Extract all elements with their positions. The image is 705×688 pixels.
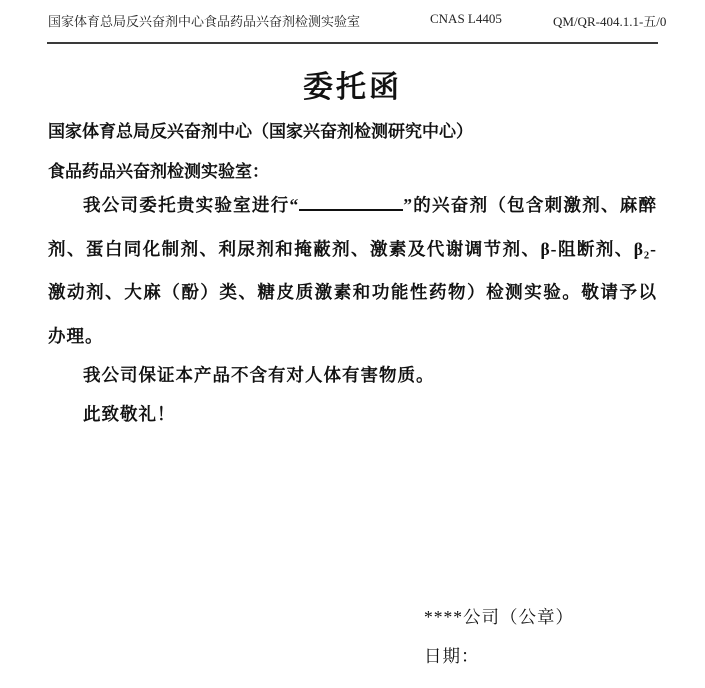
addressee-line-1: 国家体育总局反兴奋剂中心（国家兴奋剂检测研究中心） bbox=[48, 122, 473, 141]
addressee-line-2: 食品药品兴奋剂检测实验室： bbox=[48, 162, 269, 181]
header-divider bbox=[47, 42, 658, 44]
signature-date-label: 日期： bbox=[424, 646, 480, 666]
paragraph-text-before-blank: 我公司委托贵实验室进行“ bbox=[83, 195, 300, 215]
body-paragraph bbox=[48, 184, 657, 358]
header-doc-number: QM/QR-404.1.1-五/0 bbox=[553, 14, 667, 29]
header-lab-name: 国家体育总局反兴奋剂中心食品药品兴奋剂检测实验室 bbox=[48, 14, 361, 29]
signature-company-seal: ****公司（公章） bbox=[424, 607, 574, 627]
closing-salute: 此致敬礼！ bbox=[83, 404, 176, 424]
header-cnas-number: CNAS L4405 bbox=[430, 11, 502, 26]
guarantee-statement: 我公司保证本产品不含有对人体有害物质。 bbox=[83, 365, 435, 385]
document-title: 委托函 bbox=[303, 71, 402, 104]
fill-in-blank bbox=[299, 192, 403, 212]
signature-block bbox=[424, 604, 574, 668]
paragraph-text-after-blank: ”的兴奋剂（包含刺激剂、麻醉剂、蛋白同化制剂、利尿剂和掩蔽剂、激素及代谢调节剂、β-阻断剂、β₂-激动剂、大麻（酚）类、糖皮质激素和功能性药物）检测实验。敬请予以办理。 bbox=[48, 195, 658, 346]
